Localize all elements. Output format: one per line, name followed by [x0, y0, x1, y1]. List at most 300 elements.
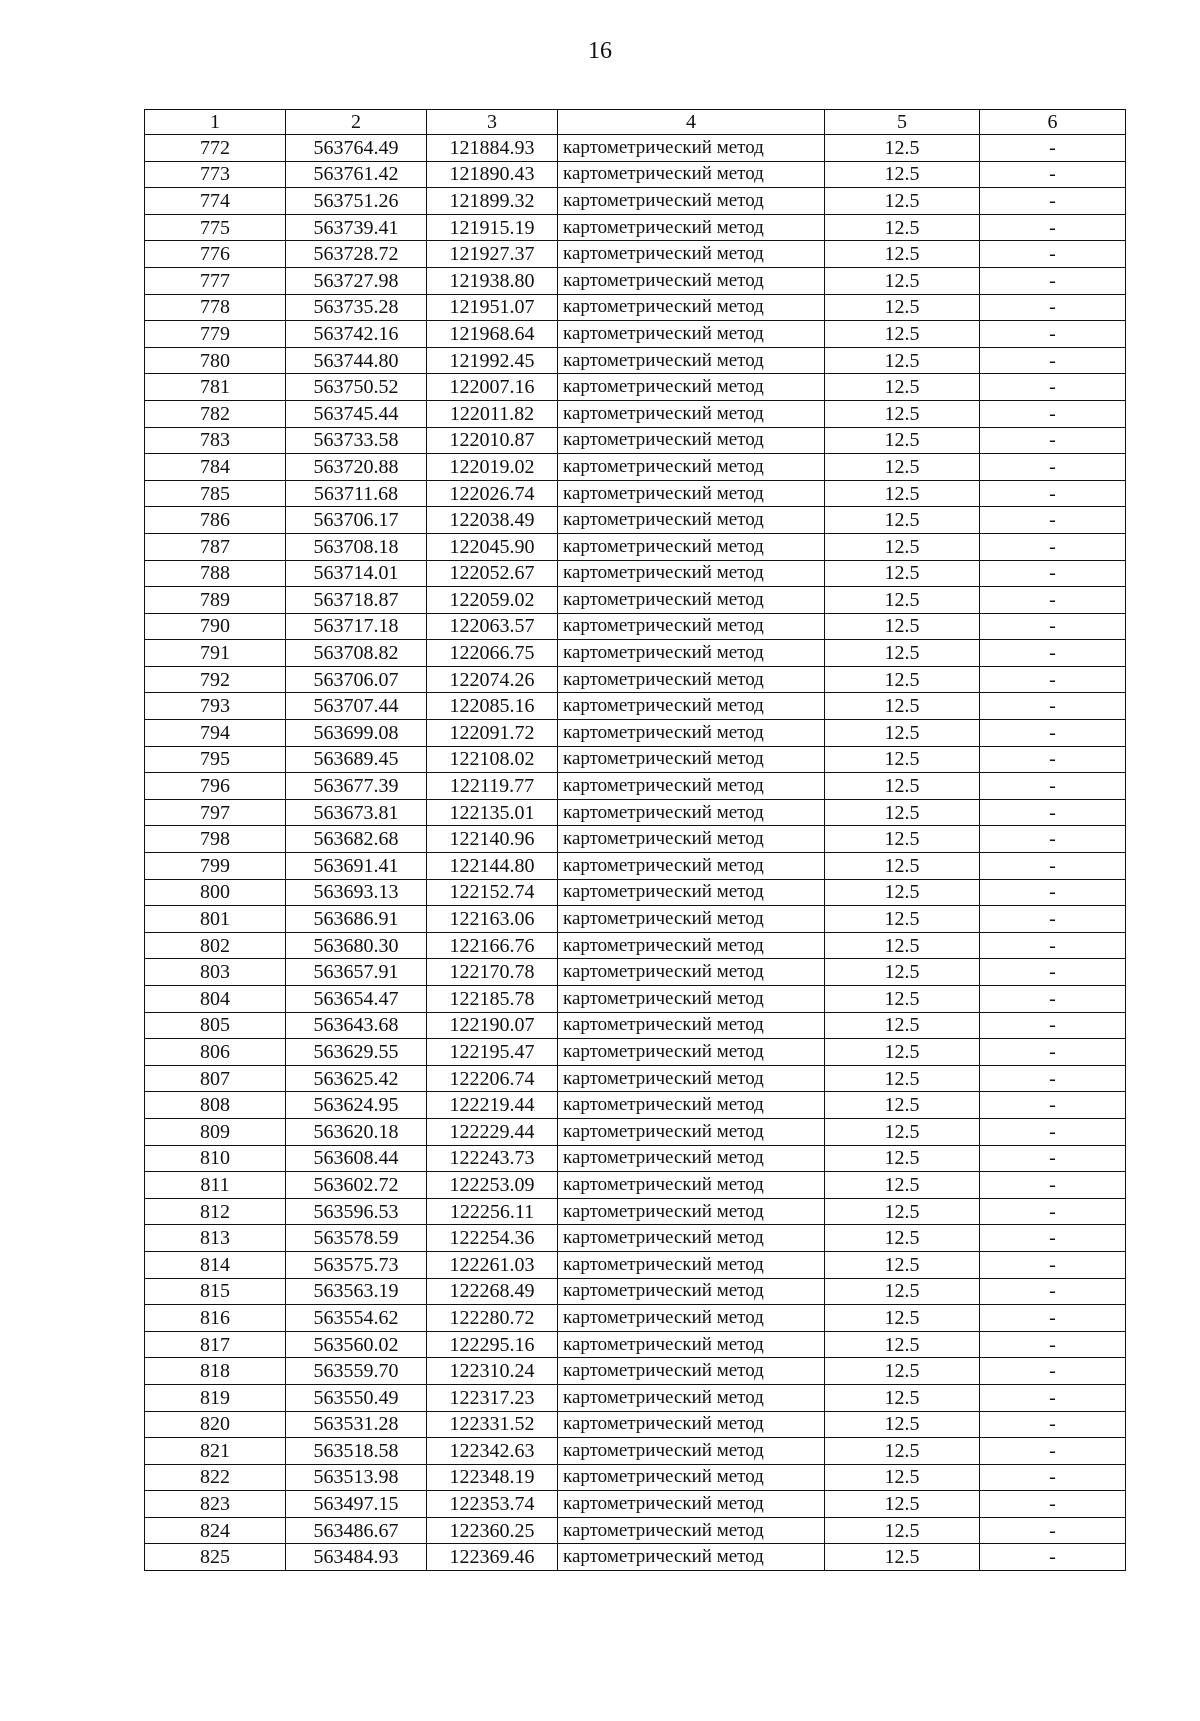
note-cell: - — [980, 188, 1126, 215]
table-row — [145, 347, 1126, 374]
x-coordinate-cell: 563699.08 — [286, 720, 427, 747]
x-coordinate-cell: 563761.42 — [286, 161, 427, 188]
table-row — [145, 321, 1126, 348]
x-coordinate-cell: 563677.39 — [286, 773, 427, 800]
note-cell: - — [980, 480, 1126, 507]
accuracy-cell: 12.5 — [825, 1411, 980, 1438]
point-number-cell: 798 — [145, 826, 286, 853]
x-coordinate-cell: 563657.91 — [286, 959, 427, 986]
table-row — [145, 1491, 1126, 1518]
x-coordinate-cell: 563624.95 — [286, 1092, 427, 1119]
table-row — [145, 986, 1126, 1013]
note-cell: - — [980, 1384, 1126, 1411]
point-number-cell: 785 — [145, 480, 286, 507]
note-cell: - — [980, 1092, 1126, 1119]
table-row — [145, 1438, 1126, 1465]
note-cell: - — [980, 1517, 1126, 1544]
x-coordinate-cell: 563486.67 — [286, 1517, 427, 1544]
x-coordinate-cell: 563559.70 — [286, 1358, 427, 1385]
method-cell: картометрический метод — [558, 773, 825, 800]
accuracy-cell: 12.5 — [825, 587, 980, 614]
column-header: 5 — [825, 110, 980, 135]
point-number-cell: 805 — [145, 1012, 286, 1039]
point-number-cell: 797 — [145, 799, 286, 826]
y-coordinate-cell: 122066.75 — [427, 640, 558, 667]
method-cell: картометрический метод — [558, 321, 825, 348]
method-cell: картометрический метод — [558, 1172, 825, 1199]
y-coordinate-cell: 122026.74 — [427, 480, 558, 507]
method-cell: картометрический метод — [558, 480, 825, 507]
note-cell: - — [980, 1331, 1126, 1358]
point-number-cell: 780 — [145, 347, 286, 374]
x-coordinate-cell: 563745.44 — [286, 400, 427, 427]
method-cell: картометрический метод — [558, 1012, 825, 1039]
x-coordinate-cell: 563513.98 — [286, 1464, 427, 1491]
x-coordinate-cell: 563720.88 — [286, 454, 427, 481]
y-coordinate-cell: 122135.01 — [427, 799, 558, 826]
accuracy-cell: 12.5 — [825, 1118, 980, 1145]
y-coordinate-cell: 121992.45 — [427, 347, 558, 374]
point-number-cell: 794 — [145, 720, 286, 747]
note-cell: - — [980, 906, 1126, 933]
y-coordinate-cell: 122010.87 — [427, 427, 558, 454]
note-cell: - — [980, 746, 1126, 773]
x-coordinate-cell: 563625.42 — [286, 1065, 427, 1092]
note-cell: - — [980, 666, 1126, 693]
method-cell: картометрический метод — [558, 214, 825, 241]
accuracy-cell: 12.5 — [825, 374, 980, 401]
x-coordinate-cell: 563735.28 — [286, 294, 427, 321]
y-coordinate-cell: 122185.78 — [427, 986, 558, 1013]
x-coordinate-cell: 563673.81 — [286, 799, 427, 826]
accuracy-cell: 12.5 — [825, 1464, 980, 1491]
x-coordinate-cell: 563750.52 — [286, 374, 427, 401]
y-coordinate-cell: 122280.72 — [427, 1305, 558, 1332]
x-coordinate-cell: 563563.19 — [286, 1278, 427, 1305]
table-row — [145, 533, 1126, 560]
column-header: 1 — [145, 110, 286, 135]
table-row — [145, 587, 1126, 614]
y-coordinate-cell: 122063.57 — [427, 613, 558, 640]
accuracy-cell: 12.5 — [825, 1225, 980, 1252]
y-coordinate-cell: 122108.02 — [427, 746, 558, 773]
y-coordinate-cell: 122152.74 — [427, 879, 558, 906]
x-coordinate-cell: 563744.80 — [286, 347, 427, 374]
y-coordinate-cell: 122085.16 — [427, 693, 558, 720]
method-cell: картометрический метод — [558, 1464, 825, 1491]
note-cell: - — [980, 1491, 1126, 1518]
accuracy-cell: 12.5 — [825, 1039, 980, 1066]
table-row — [145, 1411, 1126, 1438]
accuracy-cell: 12.5 — [825, 1331, 980, 1358]
y-coordinate-cell: 121938.80 — [427, 267, 558, 294]
method-cell: картометрический метод — [558, 959, 825, 986]
x-coordinate-cell: 563686.91 — [286, 906, 427, 933]
point-number-cell: 802 — [145, 932, 286, 959]
y-coordinate-cell: 122348.19 — [427, 1464, 558, 1491]
method-cell: картометрический метод — [558, 932, 825, 959]
table-row — [145, 560, 1126, 587]
accuracy-cell: 12.5 — [825, 400, 980, 427]
point-number-cell: 773 — [145, 161, 286, 188]
table-header-row — [145, 110, 1126, 135]
y-coordinate-cell: 122369.46 — [427, 1544, 558, 1571]
note-cell: - — [980, 773, 1126, 800]
x-coordinate-cell: 563578.59 — [286, 1225, 427, 1252]
accuracy-cell: 12.5 — [825, 1517, 980, 1544]
note-cell: - — [980, 1225, 1126, 1252]
table-row — [145, 826, 1126, 853]
note-cell: - — [980, 161, 1126, 188]
method-cell: картометрический метод — [558, 853, 825, 880]
y-coordinate-cell: 122019.02 — [427, 454, 558, 481]
table-row — [145, 454, 1126, 481]
y-coordinate-cell: 122163.06 — [427, 906, 558, 933]
note-cell: - — [980, 932, 1126, 959]
method-cell: картометрический метод — [558, 720, 825, 747]
y-coordinate-cell: 122119.77 — [427, 773, 558, 800]
x-coordinate-cell: 563596.53 — [286, 1198, 427, 1225]
table-row — [145, 613, 1126, 640]
y-coordinate-cell: 122219.44 — [427, 1092, 558, 1119]
accuracy-cell: 12.5 — [825, 720, 980, 747]
note-cell: - — [980, 267, 1126, 294]
method-cell: картометрический метод — [558, 613, 825, 640]
point-number-cell: 787 — [145, 533, 286, 560]
point-number-cell: 775 — [145, 214, 286, 241]
point-number-cell: 810 — [145, 1145, 286, 1172]
accuracy-cell: 12.5 — [825, 560, 980, 587]
x-coordinate-cell: 563717.18 — [286, 613, 427, 640]
note-cell: - — [980, 507, 1126, 534]
x-coordinate-cell: 563682.68 — [286, 826, 427, 853]
accuracy-cell: 12.5 — [825, 666, 980, 693]
method-cell: картометрический метод — [558, 1517, 825, 1544]
point-number-cell: 816 — [145, 1305, 286, 1332]
note-cell: - — [980, 720, 1126, 747]
y-coordinate-cell: 122317.23 — [427, 1384, 558, 1411]
method-cell: картометрический метод — [558, 1278, 825, 1305]
accuracy-cell: 12.5 — [825, 507, 980, 534]
x-coordinate-cell: 563727.98 — [286, 267, 427, 294]
y-coordinate-cell: 122254.36 — [427, 1225, 558, 1252]
x-coordinate-cell: 563654.47 — [286, 986, 427, 1013]
method-cell: картометрический метод — [558, 400, 825, 427]
x-coordinate-cell: 563711.68 — [286, 480, 427, 507]
method-cell: картометрический метод — [558, 693, 825, 720]
accuracy-cell: 12.5 — [825, 214, 980, 241]
note-cell: - — [980, 241, 1126, 268]
x-coordinate-cell: 563689.45 — [286, 746, 427, 773]
x-coordinate-cell: 563733.58 — [286, 427, 427, 454]
method-cell: картометрический метод — [558, 374, 825, 401]
method-cell: картометрический метод — [558, 454, 825, 481]
point-number-cell: 778 — [145, 294, 286, 321]
x-coordinate-cell: 563714.01 — [286, 560, 427, 587]
point-number-cell: 774 — [145, 188, 286, 215]
table-row — [145, 959, 1126, 986]
accuracy-cell: 12.5 — [825, 1198, 980, 1225]
column-header: 3 — [427, 110, 558, 135]
point-number-cell: 809 — [145, 1118, 286, 1145]
y-coordinate-cell: 122074.26 — [427, 666, 558, 693]
note-cell: - — [980, 294, 1126, 321]
table-row — [145, 853, 1126, 880]
note-cell: - — [980, 347, 1126, 374]
x-coordinate-cell: 563531.28 — [286, 1411, 427, 1438]
y-coordinate-cell: 122261.03 — [427, 1251, 558, 1278]
point-number-cell: 786 — [145, 507, 286, 534]
table-row — [145, 879, 1126, 906]
point-number-cell: 819 — [145, 1384, 286, 1411]
page-number: 16 — [588, 38, 612, 64]
y-coordinate-cell: 122195.47 — [427, 1039, 558, 1066]
table-row — [145, 1544, 1126, 1571]
table-row — [145, 1225, 1126, 1252]
y-coordinate-cell: 122166.76 — [427, 932, 558, 959]
y-coordinate-cell: 121899.32 — [427, 188, 558, 215]
point-number-cell: 777 — [145, 267, 286, 294]
accuracy-cell: 12.5 — [825, 932, 980, 959]
point-number-cell: 789 — [145, 587, 286, 614]
x-coordinate-cell: 563643.68 — [286, 1012, 427, 1039]
accuracy-cell: 12.5 — [825, 188, 980, 215]
method-cell: картометрический метод — [558, 799, 825, 826]
method-cell: картометрический метод — [558, 906, 825, 933]
table-row — [145, 1517, 1126, 1544]
method-cell: картометрический метод — [558, 294, 825, 321]
column-header: 6 — [980, 110, 1126, 135]
y-coordinate-cell: 121968.64 — [427, 321, 558, 348]
y-coordinate-cell: 122011.82 — [427, 400, 558, 427]
table-row — [145, 1198, 1126, 1225]
note-cell: - — [980, 587, 1126, 614]
y-coordinate-cell: 122170.78 — [427, 959, 558, 986]
x-coordinate-cell: 563691.41 — [286, 853, 427, 880]
accuracy-cell: 12.5 — [825, 1251, 980, 1278]
note-cell: - — [980, 400, 1126, 427]
table-row — [145, 666, 1126, 693]
method-cell: картометрический метод — [558, 347, 825, 374]
table-row — [145, 294, 1126, 321]
y-coordinate-cell: 122331.52 — [427, 1411, 558, 1438]
column-header: 2 — [286, 110, 427, 135]
method-cell: картометрический метод — [558, 666, 825, 693]
note-cell: - — [980, 427, 1126, 454]
accuracy-cell: 12.5 — [825, 135, 980, 162]
x-coordinate-cell: 563707.44 — [286, 693, 427, 720]
table-row — [145, 1065, 1126, 1092]
note-cell: - — [980, 613, 1126, 640]
note-cell: - — [980, 986, 1126, 1013]
coordinates-table — [144, 109, 1126, 1571]
table-row — [145, 374, 1126, 401]
y-coordinate-cell: 122229.44 — [427, 1118, 558, 1145]
point-number-cell: 811 — [145, 1172, 286, 1199]
note-cell: - — [980, 1464, 1126, 1491]
note-cell: - — [980, 135, 1126, 162]
point-number-cell: 813 — [145, 1225, 286, 1252]
x-coordinate-cell: 563629.55 — [286, 1039, 427, 1066]
accuracy-cell: 12.5 — [825, 693, 980, 720]
point-number-cell: 776 — [145, 241, 286, 268]
table-row — [145, 135, 1126, 162]
x-coordinate-cell: 563764.49 — [286, 135, 427, 162]
x-coordinate-cell: 563706.17 — [286, 507, 427, 534]
y-coordinate-cell: 121951.07 — [427, 294, 558, 321]
method-cell: картометрический метод — [558, 587, 825, 614]
y-coordinate-cell: 121927.37 — [427, 241, 558, 268]
x-coordinate-cell: 563620.18 — [286, 1118, 427, 1145]
x-coordinate-cell: 563608.44 — [286, 1145, 427, 1172]
point-number-cell: 817 — [145, 1331, 286, 1358]
table-row — [145, 1305, 1126, 1332]
method-cell: картометрический метод — [558, 267, 825, 294]
note-cell: - — [980, 1145, 1126, 1172]
x-coordinate-cell: 563575.73 — [286, 1251, 427, 1278]
y-coordinate-cell: 122045.90 — [427, 533, 558, 560]
method-cell: картометрический метод — [558, 1544, 825, 1571]
accuracy-cell: 12.5 — [825, 613, 980, 640]
accuracy-cell: 12.5 — [825, 241, 980, 268]
x-coordinate-cell: 563728.72 — [286, 241, 427, 268]
note-cell: - — [980, 799, 1126, 826]
note-cell: - — [980, 321, 1126, 348]
y-coordinate-cell: 121890.43 — [427, 161, 558, 188]
method-cell: картометрический метод — [558, 879, 825, 906]
note-cell: - — [980, 1198, 1126, 1225]
table-row — [145, 1358, 1126, 1385]
note-cell: - — [980, 1039, 1126, 1066]
note-cell: - — [980, 693, 1126, 720]
table-row — [145, 241, 1126, 268]
y-coordinate-cell: 122353.74 — [427, 1491, 558, 1518]
point-number-cell: 800 — [145, 879, 286, 906]
x-coordinate-cell: 563693.13 — [286, 879, 427, 906]
table-row — [145, 1172, 1126, 1199]
accuracy-cell: 12.5 — [825, 1145, 980, 1172]
accuracy-cell: 12.5 — [825, 986, 980, 1013]
accuracy-cell: 12.5 — [825, 906, 980, 933]
note-cell: - — [980, 640, 1126, 667]
table-row — [145, 1278, 1126, 1305]
note-cell: - — [980, 1438, 1126, 1465]
accuracy-cell: 12.5 — [825, 959, 980, 986]
method-cell: картометрический метод — [558, 1225, 825, 1252]
method-cell: картометрический метод — [558, 746, 825, 773]
x-coordinate-cell: 563497.15 — [286, 1491, 427, 1518]
table-row — [145, 720, 1126, 747]
point-number-cell: 790 — [145, 613, 286, 640]
column-header: 4 — [558, 110, 825, 135]
note-cell: - — [980, 1118, 1126, 1145]
x-coordinate-cell: 563708.18 — [286, 533, 427, 560]
y-coordinate-cell: 122038.49 — [427, 507, 558, 534]
note-cell: - — [980, 1012, 1126, 1039]
point-number-cell: 820 — [145, 1411, 286, 1438]
y-coordinate-cell: 122256.11 — [427, 1198, 558, 1225]
method-cell: картометрический метод — [558, 135, 825, 162]
note-cell: - — [980, 879, 1126, 906]
y-coordinate-cell: 121884.93 — [427, 135, 558, 162]
method-cell: картометрический метод — [558, 1065, 825, 1092]
accuracy-cell: 12.5 — [825, 1384, 980, 1411]
y-coordinate-cell: 122190.07 — [427, 1012, 558, 1039]
point-number-cell: 793 — [145, 693, 286, 720]
accuracy-cell: 12.5 — [825, 746, 980, 773]
point-number-cell: 784 — [145, 454, 286, 481]
point-number-cell: 803 — [145, 959, 286, 986]
note-cell: - — [980, 1411, 1126, 1438]
table-row — [145, 1464, 1126, 1491]
note-cell: - — [980, 214, 1126, 241]
note-cell: - — [980, 1305, 1126, 1332]
method-cell: картометрический метод — [558, 427, 825, 454]
y-coordinate-cell: 122243.73 — [427, 1145, 558, 1172]
method-cell: картометрический метод — [558, 1145, 825, 1172]
x-coordinate-cell: 563560.02 — [286, 1331, 427, 1358]
accuracy-cell: 12.5 — [825, 161, 980, 188]
accuracy-cell: 12.5 — [825, 773, 980, 800]
table-row — [145, 906, 1126, 933]
table-row — [145, 214, 1126, 241]
table-row — [145, 773, 1126, 800]
accuracy-cell: 12.5 — [825, 1305, 980, 1332]
table-row — [145, 1118, 1126, 1145]
accuracy-cell: 12.5 — [825, 799, 980, 826]
point-number-cell: 808 — [145, 1092, 286, 1119]
y-coordinate-cell: 122007.16 — [427, 374, 558, 401]
note-cell: - — [980, 1278, 1126, 1305]
x-coordinate-cell: 563484.93 — [286, 1544, 427, 1571]
point-number-cell: 772 — [145, 135, 286, 162]
table-row — [145, 1384, 1126, 1411]
y-coordinate-cell: 122342.63 — [427, 1438, 558, 1465]
table-row — [145, 799, 1126, 826]
accuracy-cell: 12.5 — [825, 1172, 980, 1199]
table-row — [145, 267, 1126, 294]
accuracy-cell: 12.5 — [825, 1438, 980, 1465]
y-coordinate-cell: 122144.80 — [427, 853, 558, 880]
y-coordinate-cell: 122052.67 — [427, 560, 558, 587]
y-coordinate-cell: 122253.09 — [427, 1172, 558, 1199]
note-cell: - — [980, 374, 1126, 401]
accuracy-cell: 12.5 — [825, 454, 980, 481]
method-cell: картометрический метод — [558, 1491, 825, 1518]
accuracy-cell: 12.5 — [825, 1012, 980, 1039]
x-coordinate-cell: 563751.26 — [286, 188, 427, 215]
table-row — [145, 693, 1126, 720]
point-number-cell: 806 — [145, 1039, 286, 1066]
point-number-cell: 779 — [145, 321, 286, 348]
accuracy-cell: 12.5 — [825, 879, 980, 906]
y-coordinate-cell: 122091.72 — [427, 720, 558, 747]
accuracy-cell: 12.5 — [825, 1065, 980, 1092]
method-cell: картометрический метод — [558, 560, 825, 587]
table-row — [145, 507, 1126, 534]
note-cell: - — [980, 1172, 1126, 1199]
method-cell: картометрический метод — [558, 1251, 825, 1278]
table-row — [145, 400, 1126, 427]
method-cell: картометрический метод — [558, 1384, 825, 1411]
y-coordinate-cell: 122268.49 — [427, 1278, 558, 1305]
y-coordinate-cell: 121915.19 — [427, 214, 558, 241]
method-cell: картометрический метод — [558, 533, 825, 560]
method-cell: картометрический метод — [558, 640, 825, 667]
x-coordinate-cell: 563718.87 — [286, 587, 427, 614]
point-number-cell: 825 — [145, 1544, 286, 1571]
point-number-cell: 812 — [145, 1198, 286, 1225]
